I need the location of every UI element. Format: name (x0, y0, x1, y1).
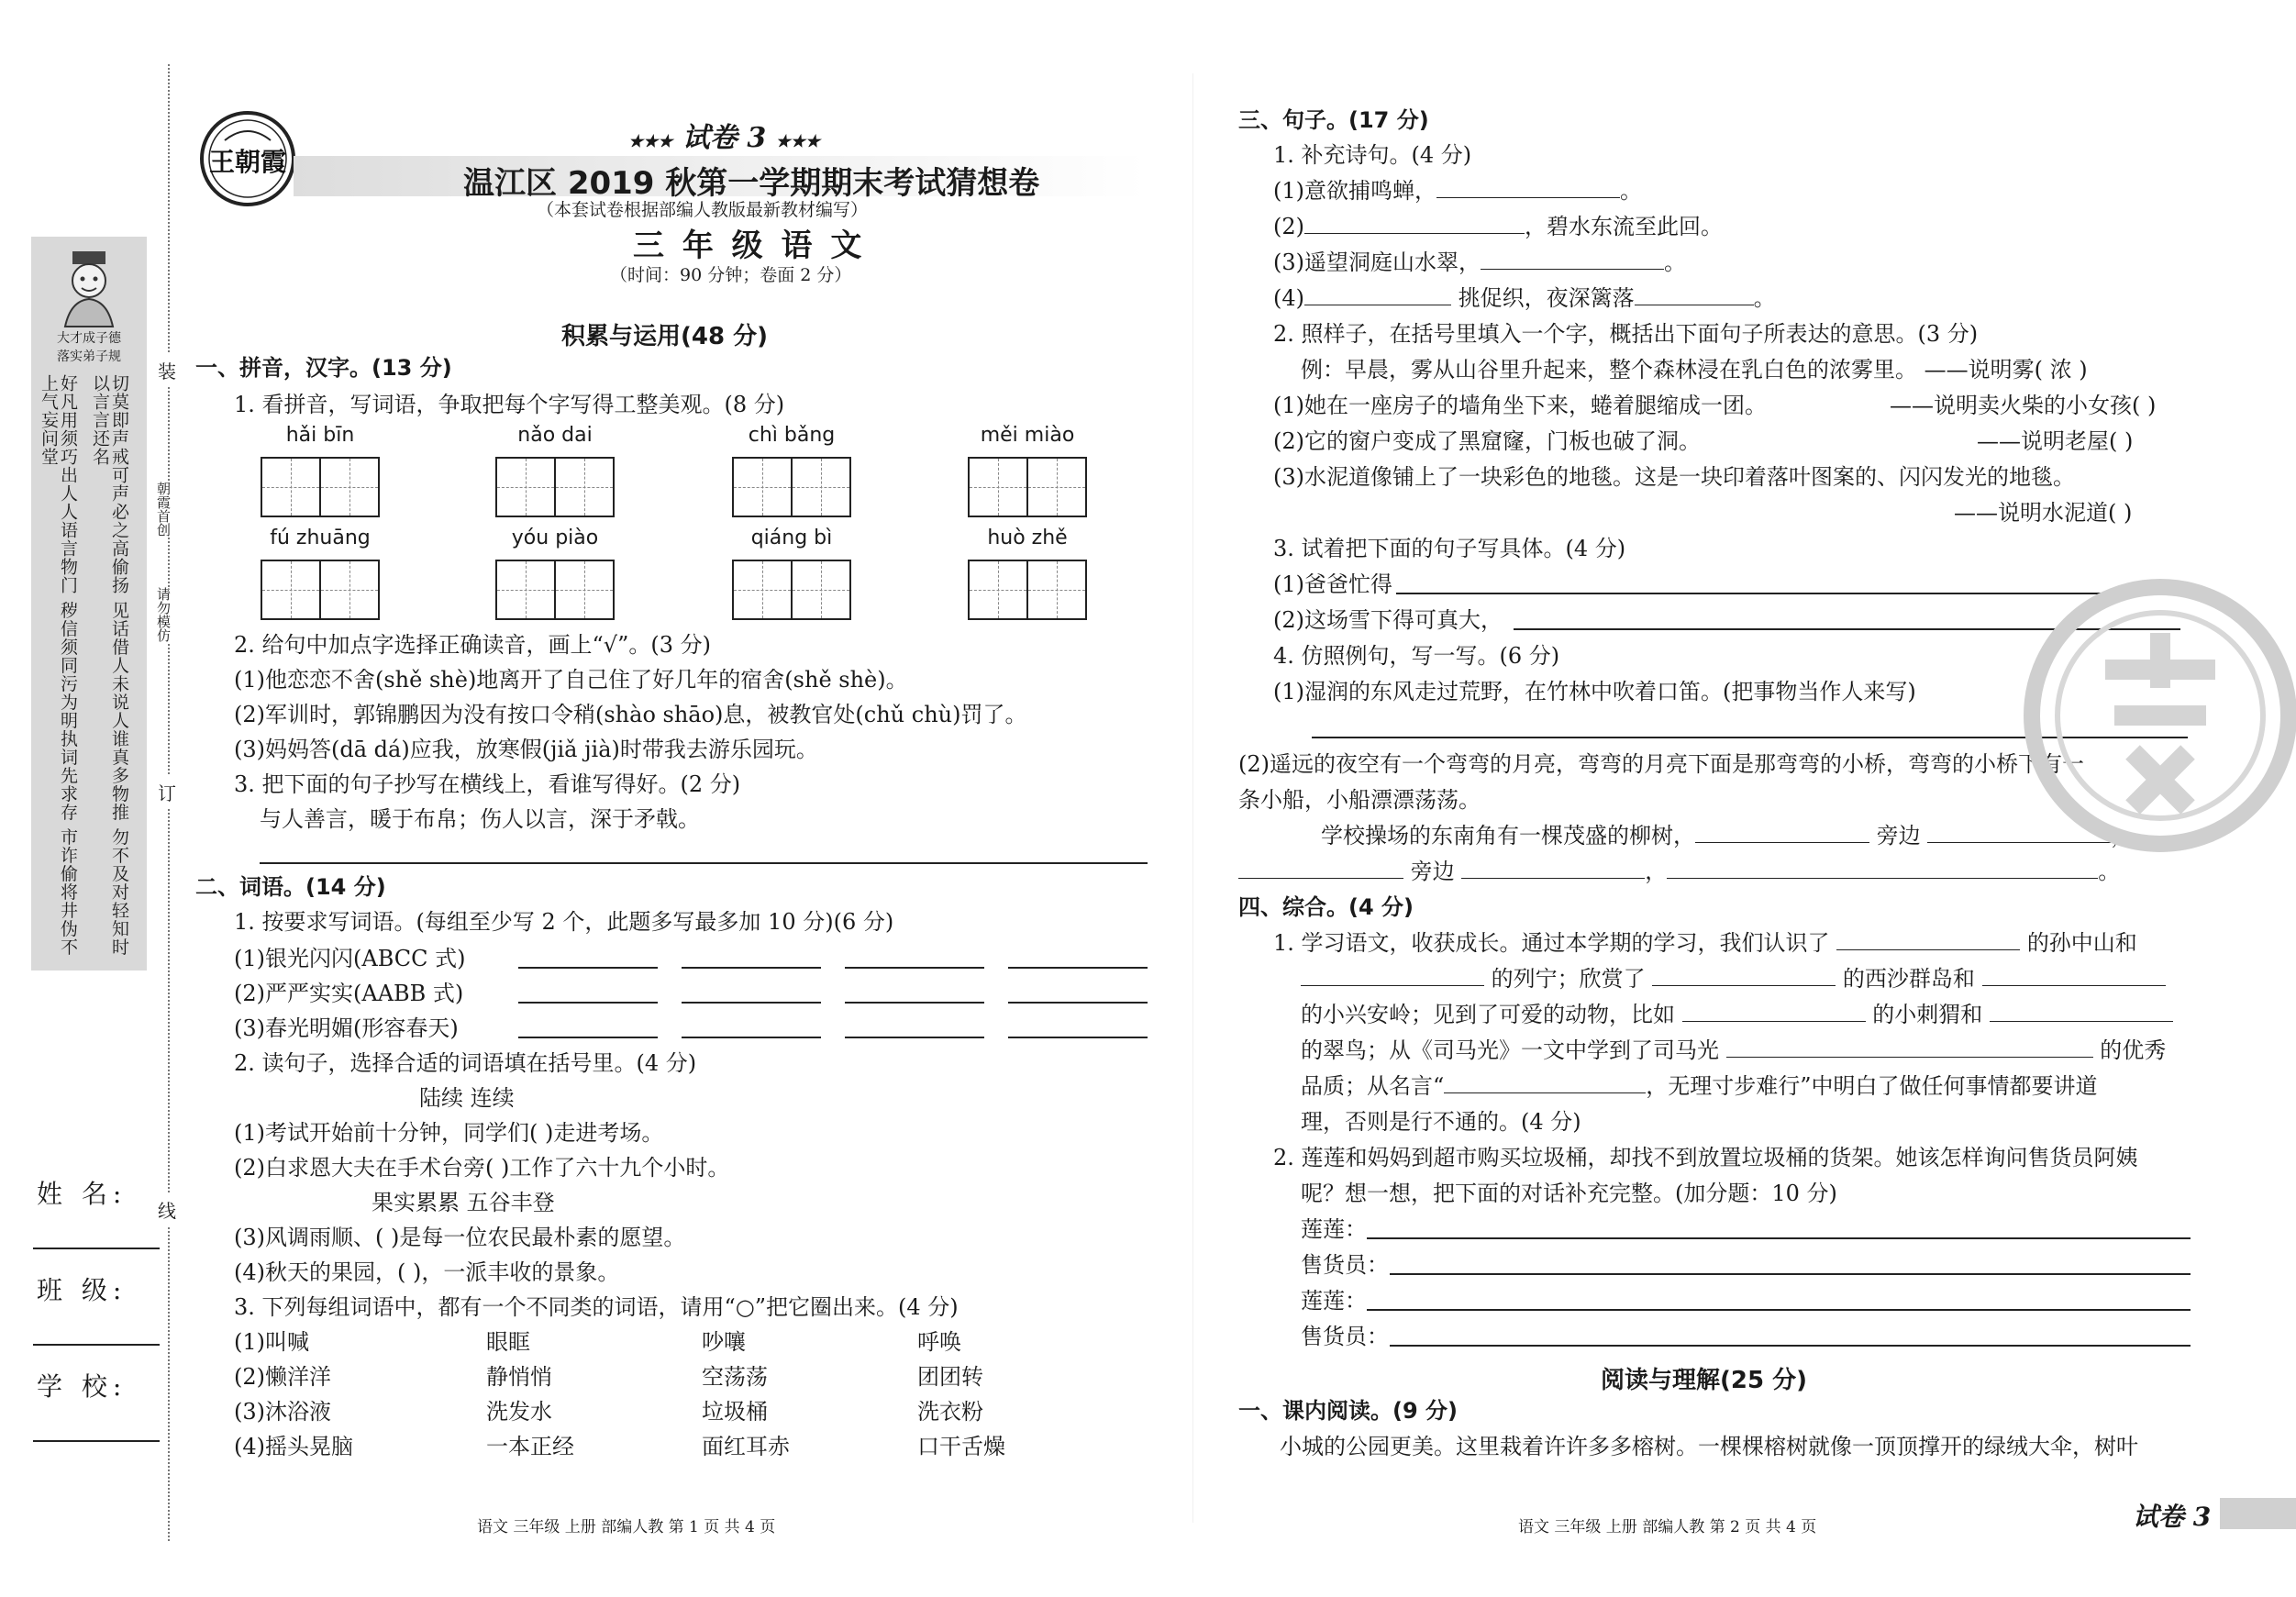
dialog-4-label: 售货员： (1301, 1324, 1389, 1349)
dialog-2-label: 售货员： (1301, 1252, 1389, 1278)
name-field[interactable] (33, 1248, 160, 1249)
char-box[interactable] (734, 459, 791, 516)
sidebar-motto-1: 大才成子德 (57, 331, 121, 346)
vertical-note-2: 请勿模仿 (155, 587, 172, 642)
pinyin-grid-3 (732, 424, 851, 516)
section-2-title: 二、词语。(14 分) (195, 874, 386, 900)
q2-3-r3c1[interactable]: (3)沐浴液 (234, 1399, 331, 1425)
char-box[interactable] (970, 459, 1026, 516)
char-box[interactable] (791, 561, 849, 618)
q3-1-d: (4) 挑促织，夜深篱落 。 (1273, 285, 1776, 311)
q3-4-c: 学校操场的东南角有一棵茂盛的柳树， 旁边 ， (1321, 822, 2188, 849)
answer-blank[interactable] (1008, 1037, 1148, 1038)
left-footer: 语文 三年级 上册 部编人教 第 1 页 共 4 页 (477, 1518, 776, 1536)
q3-4: 4. 仿照例句，写一写。(6 分) (1273, 643, 1560, 669)
pinyin-label: hǎi bīn (285, 424, 355, 447)
exam-number: 试卷 3 (682, 122, 767, 154)
class-field[interactable] (33, 1344, 160, 1346)
char-box[interactable] (554, 561, 613, 618)
pinyin-label: nǎo dai (517, 424, 593, 447)
q1-2-a: (1)他恋恋不舍(shě shè)地离开了自己住了好几年的宿舍(shě shè)。 (234, 667, 908, 693)
q3-1-c: (3)遥望洞庭山水翠， 。 (1273, 250, 1686, 275)
answer-blank[interactable] (518, 1002, 658, 1004)
blank[interactable] (1436, 177, 1620, 198)
q2-3-r2c3[interactable]: 空荡荡 (702, 1364, 768, 1390)
dialog-1-label: 莲莲： (1301, 1216, 1367, 1242)
q4-1-f: 理，否则是行不通的。(4 分) (1301, 1109, 1581, 1135)
q3-2-a-answer[interactable]: ——说明卖火柴的小女孩( ) (1890, 393, 2157, 418)
char-box[interactable] (554, 459, 613, 516)
q4-1-a: 1. 学习语文，收获成长。通过本学期的学习，我们认识了 的孙中山和 (1273, 930, 2137, 956)
stars-right: ★★★ (775, 132, 821, 151)
sidebar-rules-panel (31, 237, 147, 970)
blank[interactable] (1667, 858, 2098, 879)
blank[interactable] (1682, 1001, 1866, 1022)
q2-3-r2c4[interactable]: 团团转 (917, 1364, 983, 1390)
pinyin-grid-1 (261, 424, 380, 516)
seal-mark-zhuang: 装 (158, 353, 176, 387)
pinyin-grid-8 (968, 527, 1087, 618)
q2-1: 1. 按要求写词语。(每组至少写 2 个，此题多写最多加 10 分)(6 分) (234, 909, 894, 935)
pinyin-grid-5 (261, 527, 380, 618)
dialog-3-label: 莲莲： (1301, 1288, 1367, 1314)
grade-subject: 三 年 级 语 文 (633, 227, 866, 264)
section-5-title: 一、课内阅读。(9 分) (1238, 1398, 1458, 1424)
q3-4-d: 旁边 ， 。 (1238, 858, 2120, 885)
copy-line[interactable] (260, 862, 1148, 864)
answer-blank[interactable] (682, 1037, 821, 1038)
q2-3-r1c2[interactable]: 眼眶 (486, 1329, 530, 1355)
char-box[interactable] (734, 561, 791, 618)
blank[interactable] (1301, 965, 1484, 986)
q3-2: 2. 照样子，在括号里填入一个字，概括出下面句子所表达的意思。(3 分) (1273, 321, 1979, 347)
q2-2-c: (3)风调雨顺、( )是每一位农民最朴素的愿望。 (234, 1225, 686, 1250)
q3-1-b: (2) ，碧水东流至此回。 (1273, 214, 1723, 239)
answer-blank[interactable] (845, 967, 984, 969)
dialog-4-field[interactable] (1390, 1345, 2191, 1347)
pinyin-label: měi miào (980, 424, 1075, 447)
blank[interactable] (1982, 965, 2166, 986)
sidebar-rules-col-1: 好凡用须巧出人人语言物门 秽信须同污为明执词先求存 市诈偷将井伪不上气妄问堂 (39, 374, 78, 957)
blank[interactable] (1304, 284, 1451, 305)
char-box[interactable] (791, 459, 849, 516)
sidebar-motto-2: 落实弟子规 (57, 349, 121, 364)
answer-blank[interactable] (1008, 1002, 1148, 1004)
blank[interactable] (1304, 213, 1525, 234)
q4-1-c: 的小兴安岭；见到了可爱的动物，比如 的小刺猬和 (1301, 1001, 2173, 1028)
q2-1-a: (1)银光闪闪(ABCC 式) (234, 946, 466, 971)
section-reading: 阅读与理解(25 分) (1601, 1367, 1807, 1394)
pinyin-label: huò zhě (987, 527, 1068, 549)
char-box[interactable] (319, 561, 378, 618)
q2-3-r2c1[interactable]: (2)懒洋洋 (234, 1364, 331, 1390)
section-accumulation: 积累与运用(48 分) (561, 323, 768, 350)
svg-text:王朝霞: 王朝霞 (208, 147, 287, 177)
q2-3-r2c2[interactable]: 静悄悄 (486, 1364, 552, 1390)
q1-3: 3. 把下面的句子抄写在横线上，看谁写得好。(2 分) (234, 771, 741, 797)
char-box[interactable] (970, 561, 1026, 618)
q1-1: 1. 看拼音，写词语，争取把每个字写得工整美观。(8 分) (234, 392, 785, 417)
q2-2-b: (2)白求恩大夫在手术台旁( )工作了六十九个小时。 (234, 1155, 730, 1181)
q3-1: 1. 补充诗句。(4 分) (1273, 142, 1472, 168)
blank[interactable] (1635, 284, 1754, 305)
q2-2-d: (4)秋天的果园，( )，一派丰收的景象。 (234, 1259, 620, 1285)
q4-1-e: 品质；从名言“ ，无理寸步难行”中明白了做任何事情都要讲道 (1301, 1073, 2098, 1099)
blank[interactable] (1990, 1001, 2173, 1022)
q2-3-r3c4[interactable]: 洗衣粉 (917, 1399, 983, 1425)
answer-blank[interactable] (682, 967, 821, 969)
q2-3-r4c2[interactable]: 一本正经 (486, 1434, 574, 1459)
school-label: 学 校: (37, 1371, 128, 1402)
right-footer: 语文 三年级 上册 部编人教 第 2 页 共 4 页 (1518, 1518, 1817, 1536)
q3-4-a: (1)湿润的东风走过荒野，在竹林中吹着口笛。(把事物当作人来写) (1273, 679, 1916, 704)
q2-3: 3. 下列每组词语中，都有一个不同类的词语，请用“○”把它圈出来。(4 分) (234, 1294, 959, 1320)
section-4-title: 四、综合。(4 分) (1238, 894, 1414, 920)
reading-passage: 小城的公园更美。这里栽着许许多多榕树。一棵棵榕树就像一顶顶撑开的绿绒大伞，树叶 (1280, 1434, 2138, 1459)
blank[interactable] (1481, 249, 1664, 270)
q3-3-b: (2)这场雪下得可真大， (1273, 607, 1503, 633)
q3-3-a: (1)爸爸忙得 (1273, 571, 1392, 597)
blank[interactable] (1444, 1072, 1646, 1093)
q1-2-b: (2)军训时，郭锦鹏因为没有按口令稍(shào shāo)息，被教官处(chǔ chù)罚了。 (234, 702, 1027, 727)
char-box[interactable] (262, 459, 319, 516)
char-box[interactable] (319, 459, 378, 516)
q2-1-b: (2)严严实实(AABB 式) (234, 981, 464, 1006)
q2-3-r4c1[interactable]: (4)摇头晃脑 (234, 1434, 353, 1459)
q2-3-r3c2[interactable]: 洗发水 (486, 1399, 552, 1425)
pinyin-grid-2 (495, 424, 615, 516)
char-box[interactable] (1026, 459, 1085, 516)
sidebar-rules-col-2: 切莫即声戒可声必之高偷扬 见话借人未说人谁真多物推 勿不及对轻知时以言言还名 (90, 374, 129, 957)
q2-3-r1c4[interactable]: 呼唤 (917, 1329, 961, 1355)
q3-2-example: 例：早晨，雾从山谷里升起来，整个森林浸在乳白色的浓雾里。 ——说明雾( 浓 ) (1301, 357, 2088, 383)
seal-mark-ding: 订 (158, 775, 176, 809)
q3-2-b: (2)它的窗户变成了黑窟窿，门板也破了洞。 (1273, 428, 1701, 454)
answer-blank[interactable] (518, 1037, 658, 1038)
pinyin-grid-7 (732, 527, 851, 618)
pinyin-label: fú zhuāng (270, 527, 371, 549)
answer-blank[interactable] (845, 1002, 984, 1004)
q1-3-sentence: 与人善言，暖于布帛；伤人以言，深于矛戟。 (260, 806, 700, 832)
pinyin-grid-6 (495, 527, 615, 618)
char-box[interactable] (262, 561, 319, 618)
q2-2-words-1: 陆续 连续 (419, 1085, 515, 1111)
q2-2-words-2: 果实累累 五谷丰登 (372, 1190, 555, 1215)
blank[interactable] (1461, 858, 1645, 879)
page-divider (1192, 73, 1193, 1523)
q3-4-b2: 条小船，小船漂漂荡荡。 (1238, 787, 1481, 813)
q2-2-a: (1)考试开始前十分钟，同学们( )走进考场。 (234, 1120, 664, 1146)
q4-2-b: 呢？想一想，把下面的对话补充完整。(加分题：10 分) (1301, 1181, 1837, 1206)
blank[interactable] (1695, 822, 1869, 843)
dialog-3-field[interactable] (1367, 1309, 2191, 1311)
q1-2: 2. 给句中加点字选择正确读音，画上“√”。(3 分) (234, 632, 711, 658)
blank[interactable] (1238, 858, 1403, 879)
corner-bar (2220, 1498, 2296, 1529)
pinyin-label: chì bǎng (748, 424, 836, 447)
school-field[interactable] (33, 1440, 160, 1442)
corner-label: 试卷 3 (2133, 1502, 2212, 1532)
q1-2-c: (3)妈妈答(dā dá)应我，放寒假(jiǎ jià)时带我去游乐园玩。 (234, 737, 818, 762)
pinyin-grid-4 (968, 424, 1087, 516)
section-3-title: 三、句子。(17 分) (1238, 107, 1429, 133)
q2-3-r1c1[interactable]: (1)叫喊 (234, 1329, 309, 1355)
answer-blank[interactable] (682, 1002, 821, 1004)
q3-2-c-answer[interactable]: ——说明水泥道( ) (1954, 500, 2133, 526)
confidential-seal-icon (2023, 578, 2296, 853)
q2-1-c: (3)春光明媚(形容春天) (234, 1015, 459, 1041)
char-box[interactable] (497, 459, 554, 516)
name-label: 姓 名: (37, 1179, 128, 1209)
q3-4-b: (2)遥远的夜空有一个弯弯的月亮，弯弯的月亮下面是那弯弯的小桥，弯弯的小桥下有一 (1238, 751, 2084, 777)
q2-3-r1c3[interactable]: 吵嚷 (702, 1329, 746, 1355)
vertical-note-1: 朝霞首创 (155, 482, 172, 537)
dialog-2-field[interactable] (1390, 1273, 2191, 1275)
answer-blank[interactable] (845, 1037, 984, 1038)
scholar-figure-icon (52, 246, 126, 328)
q2-2: 2. 读句子，选择合适的词语填在括号里。(4 分) (234, 1050, 697, 1076)
answer-blank[interactable] (518, 967, 658, 969)
exam-subtitle: （本套试卷根据部编人教版最新教材编写） (537, 200, 869, 220)
pinyin-label: yóu piào (511, 527, 599, 549)
q2-3-r4c3[interactable]: 面红耳赤 (702, 1434, 790, 1459)
q4-1-b: 的列宁；欣赏了 的西沙群岛和 (1301, 965, 2166, 993)
q4-1-d: 的翠鸟；从《司马光》一文中学到了司马光 的优秀 (1301, 1037, 2167, 1063)
q2-3-r3c3[interactable]: 垃圾桶 (702, 1399, 768, 1425)
blank[interactable] (1726, 1037, 2093, 1058)
q2-3-r4c4[interactable]: 口干舌燥 (917, 1434, 1005, 1459)
q3-1-a: (1)意欲捕鸣蝉， 。 (1273, 178, 1642, 204)
q3-2-c: (3)水泥道像铺上了一块彩色的地毯。这是一块印着落叶图案的、闪闪发光的地毯。 (1273, 464, 2075, 490)
pinyin-label: qiáng bì (750, 527, 833, 549)
class-label: 班 级: (37, 1275, 128, 1305)
exam-time: （时间：90 分钟；卷面 2 分） (610, 265, 852, 285)
blank[interactable] (1652, 965, 1836, 986)
blank[interactable] (1836, 929, 2020, 950)
q3-2-b-answer[interactable]: ——说明老屋( ) (1977, 428, 2134, 454)
exam-label (628, 115, 820, 155)
section-1-title: 一、拼音，汉字。(13 分) (195, 355, 452, 381)
char-box[interactable] (1026, 561, 1085, 618)
brand-logo (197, 108, 298, 209)
stars-left: ★★★ (628, 132, 673, 151)
seal-mark-xian: 线 (158, 1192, 176, 1226)
q4-2-a: 2. 莲莲和妈妈到超市购买垃圾桶，却找不到放置垃圾桶的货架。她该怎样询问售货员阿姨 (1273, 1145, 2138, 1170)
answer-blank[interactable] (1008, 967, 1148, 969)
dialog-1-field[interactable] (1367, 1237, 2191, 1239)
q3-3: 3. 试着把下面的句子写具体。(4 分) (1273, 536, 1626, 561)
char-box[interactable] (497, 561, 554, 618)
q3-2-a: (1)她在一座房子的墙角坐下来，蜷着腿缩成一团。 (1273, 393, 1767, 418)
exam-title: 温江区 2019 秋第一学期期末考试猜想卷 (463, 165, 1040, 202)
